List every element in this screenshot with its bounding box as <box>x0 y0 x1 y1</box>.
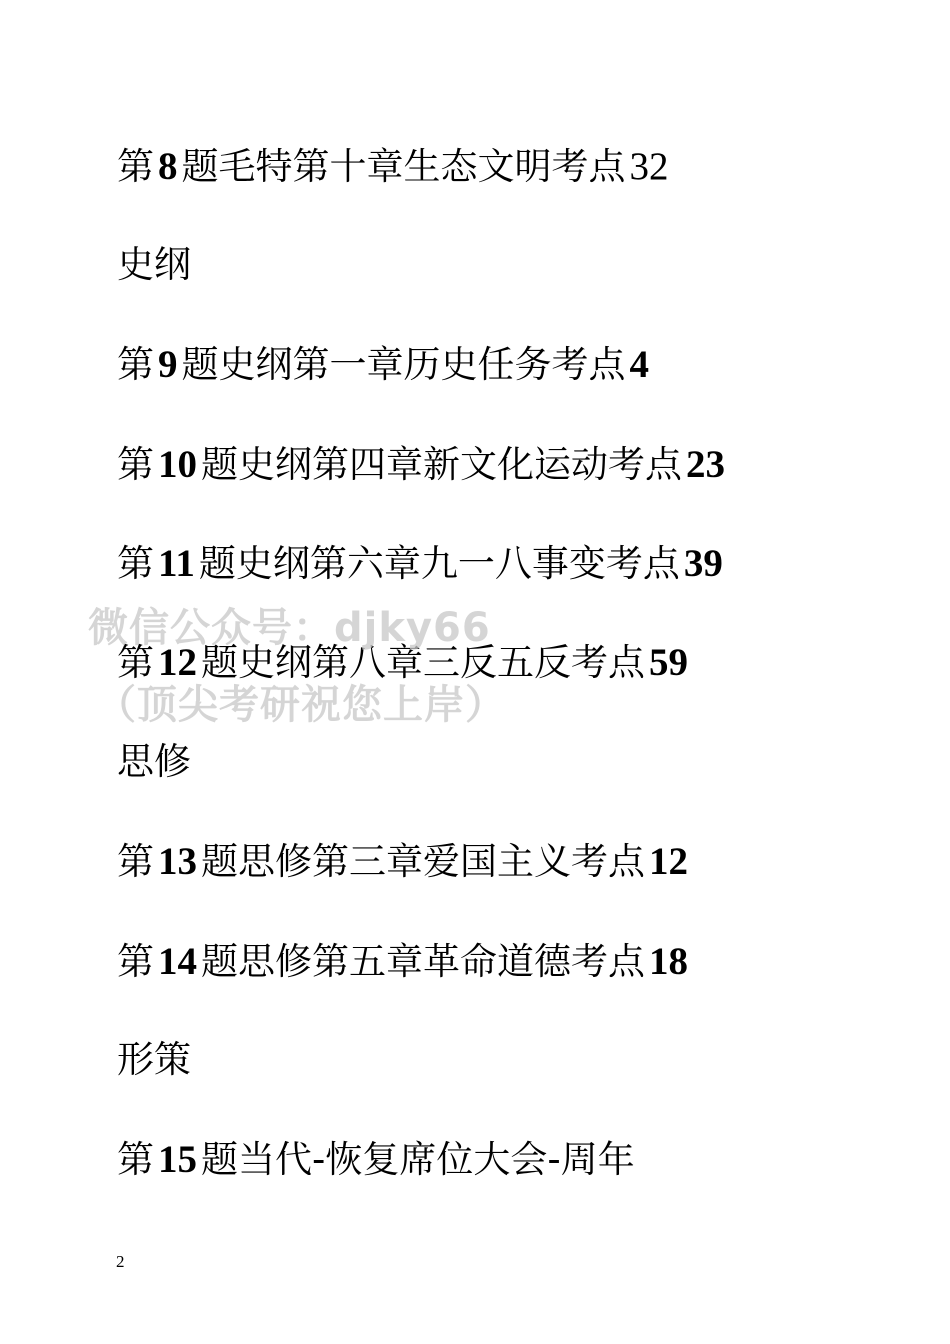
line-prefix: 第 <box>117 443 154 486</box>
line-text: 题史纲第八章三反五反考点 <box>201 641 645 684</box>
question-number: 11 <box>158 542 195 585</box>
line-text: 题思修第三章爱国主义考点 <box>201 840 645 883</box>
watermark-line-1: 微信公众号：djky66 <box>88 605 491 651</box>
section-heading-text: 史纲 <box>117 243 191 286</box>
line-text: 题史纲第一章历史任务考点 <box>181 343 626 386</box>
point-number: 32 <box>629 145 669 188</box>
line-prefix: 第 <box>117 145 154 188</box>
point-number: 12 <box>649 840 688 883</box>
question-number: 10 <box>158 443 197 486</box>
line-q14 <box>117 940 692 984</box>
watermark-line-2: （顶尖考研祝您上岸） <box>96 682 506 728</box>
section-heading-text: 思修 <box>117 740 191 783</box>
section-heading-text: 形策 <box>117 1038 191 1081</box>
question-number: 14 <box>158 940 197 983</box>
line-prefix: 第 <box>117 1138 154 1181</box>
line-q8 <box>117 145 669 189</box>
point-number: 23 <box>686 443 725 486</box>
line-text: 题思修第五章革命道德考点 <box>201 940 645 983</box>
line-q9 <box>117 343 653 387</box>
section-heading-xingce <box>117 1038 191 1082</box>
line-text: 题史纲第六章九一八事变考点 <box>198 542 680 585</box>
line-prefix: 第 <box>117 840 154 883</box>
point-number: 4 <box>629 343 649 386</box>
line-prefix: 第 <box>117 940 154 983</box>
line-prefix: 第 <box>117 343 154 386</box>
line-q11 <box>117 542 727 586</box>
line-q12 <box>117 641 692 685</box>
section-heading-sixiu <box>117 740 191 784</box>
question-number: 9 <box>158 343 178 386</box>
point-number: 59 <box>649 641 688 684</box>
line-text: 题毛特第十章生态文明考点 <box>181 145 626 188</box>
line-text: 题当代-恢复席位大会-周年 <box>201 1138 635 1181</box>
line-q13 <box>117 840 692 884</box>
line-prefix: 第 <box>117 542 154 585</box>
point-number: 39 <box>683 542 723 585</box>
section-heading-shigang <box>117 243 191 287</box>
page-number: 2 <box>116 1252 125 1271</box>
point-number: 18 <box>649 940 688 983</box>
question-number: 12 <box>158 641 197 684</box>
question-number: 13 <box>158 840 197 883</box>
line-q10 <box>117 443 729 487</box>
line-text: 题史纲第四章新文化运动考点 <box>201 443 682 486</box>
line-q15 <box>117 1138 635 1182</box>
question-number: 8 <box>158 145 178 188</box>
question-number: 15 <box>158 1138 197 1181</box>
line-prefix: 第 <box>117 641 154 684</box>
